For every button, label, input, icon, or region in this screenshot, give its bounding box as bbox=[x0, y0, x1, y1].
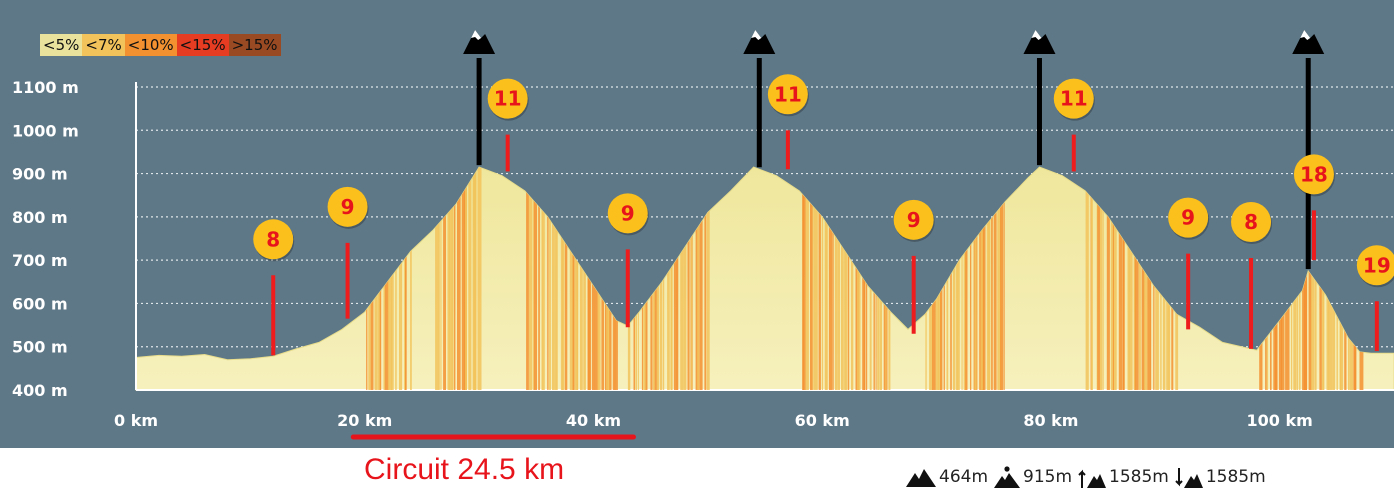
x-tick-labels bbox=[114, 411, 1313, 437]
gradient-stripe bbox=[826, 87, 828, 390]
y-tick-label: 500 m bbox=[12, 337, 68, 357]
gradient-stripe bbox=[864, 87, 865, 390]
gradient-stripe bbox=[957, 87, 959, 390]
gradient-stripe bbox=[962, 87, 963, 390]
gradient-stripe bbox=[1340, 87, 1341, 390]
gradient-stripe bbox=[677, 87, 679, 390]
gradient-stripe bbox=[940, 87, 942, 390]
summit-icon bbox=[743, 30, 775, 54]
gradient-stripe bbox=[1270, 87, 1272, 390]
gradient-stripe bbox=[988, 87, 990, 390]
gradient-stripe bbox=[628, 87, 630, 390]
gradient-stripe bbox=[454, 87, 455, 390]
gradient-stripe bbox=[1350, 87, 1353, 390]
gradient-stripe bbox=[634, 87, 636, 390]
gradient-stripe bbox=[1097, 87, 1100, 390]
gradient-stripe bbox=[947, 87, 949, 390]
gradient-stripe bbox=[1323, 87, 1325, 390]
gradient-stripe bbox=[829, 87, 832, 390]
gradient-stripe bbox=[870, 87, 872, 390]
gradient-stripe bbox=[547, 87, 548, 390]
gradient-stripe bbox=[399, 87, 401, 390]
x-tick-label: 80 km bbox=[1023, 411, 1079, 430]
y-tick-label: 800 m bbox=[12, 207, 68, 227]
gradient-stripe bbox=[1123, 87, 1125, 390]
gradient-stripe bbox=[810, 87, 813, 390]
gradient-stripe bbox=[577, 87, 579, 390]
y-tick-label: 1000 m bbox=[12, 121, 79, 141]
gradient-stripe bbox=[615, 87, 618, 390]
gradient-stripe bbox=[885, 87, 886, 390]
gradient-stripe bbox=[642, 87, 643, 390]
gradient-stripe bbox=[465, 87, 467, 390]
climb-marker-badge bbox=[1231, 202, 1272, 244]
gradient-stripe bbox=[1354, 87, 1356, 390]
stat-value-descent: 1585m bbox=[1205, 467, 1266, 487]
gradient-stripe bbox=[1150, 87, 1151, 390]
gradient-stripe bbox=[707, 87, 710, 390]
gradient-stripe bbox=[588, 87, 591, 390]
gradient-stripe bbox=[663, 87, 664, 390]
gradient-stripe bbox=[813, 87, 814, 390]
y-tick-label: 900 m bbox=[12, 164, 68, 184]
gradient-stripe bbox=[410, 87, 412, 390]
gradient-stripe bbox=[697, 87, 699, 390]
gradient-stripe bbox=[667, 87, 670, 390]
gradient-stripe bbox=[851, 87, 853, 390]
gradient-stripe bbox=[691, 87, 692, 390]
gradient-stripe bbox=[1144, 87, 1147, 390]
gradient-stripe bbox=[375, 87, 378, 390]
gradient-stripe bbox=[443, 87, 446, 390]
badge-label: 8 bbox=[266, 227, 281, 252]
gradient-stripe bbox=[598, 87, 601, 390]
summit-icon bbox=[1023, 30, 1055, 54]
summit-icon bbox=[1292, 30, 1324, 54]
gradient-stripe bbox=[395, 87, 397, 390]
gradient-stripe bbox=[1299, 87, 1300, 390]
gradient-stripe bbox=[657, 87, 660, 390]
gradient-stripe bbox=[1286, 87, 1290, 390]
gradient-stripe bbox=[814, 87, 818, 390]
gradient-stripe bbox=[1328, 87, 1332, 390]
legend-item-gt15: >15% bbox=[229, 34, 281, 56]
climb-marker-badge bbox=[1054, 79, 1095, 121]
gradient-stripe bbox=[534, 87, 537, 390]
badge-label: 11 bbox=[773, 82, 802, 107]
climb-marker-badge bbox=[488, 79, 529, 121]
badge-label: 11 bbox=[493, 86, 522, 111]
gradient-stripe bbox=[529, 87, 532, 390]
descent-icon bbox=[1175, 466, 1203, 488]
gradient-stripe bbox=[944, 87, 945, 390]
gradient-stripe bbox=[1160, 87, 1161, 390]
gradient-stripe bbox=[368, 87, 371, 390]
gradient-legend bbox=[40, 34, 281, 56]
gradient-stripe bbox=[874, 87, 875, 390]
climb-icon bbox=[1078, 466, 1106, 488]
gradient-stripe bbox=[841, 87, 844, 390]
gradient-stripe bbox=[592, 87, 595, 390]
badge-label: 8 bbox=[1244, 209, 1259, 234]
gradient-stripe bbox=[401, 87, 403, 390]
gradient-stripe bbox=[1285, 87, 1286, 390]
climb-marker-badge bbox=[1357, 245, 1394, 287]
gradient-stripe bbox=[452, 87, 454, 390]
legend-item-lt15: <15% bbox=[177, 34, 229, 56]
x-tick-label: 20 km bbox=[337, 411, 393, 430]
elevation-area bbox=[136, 167, 1394, 390]
gradient-stripe bbox=[552, 87, 554, 390]
gradient-stripe bbox=[680, 87, 683, 390]
gradient-stripe bbox=[805, 87, 809, 390]
summit-icon bbox=[994, 466, 1020, 488]
gradient-stripe bbox=[380, 87, 382, 390]
climb-marker-badge bbox=[768, 74, 809, 116]
gradient-stripe bbox=[650, 87, 652, 390]
route-stats bbox=[906, 466, 1272, 488]
y-tick-label: 400 m bbox=[12, 381, 68, 400]
gradient-stripe bbox=[549, 87, 551, 390]
gradient-stripe bbox=[526, 87, 529, 390]
mountains-icon bbox=[906, 467, 936, 487]
gradient-stripe bbox=[991, 87, 993, 390]
climb-marker-badge bbox=[608, 193, 649, 235]
stat-value-max-altitude: 915m bbox=[1023, 467, 1073, 487]
gradient-stripe bbox=[1275, 87, 1278, 390]
gradient-stripe bbox=[1297, 87, 1299, 390]
gradient-stripe bbox=[1139, 87, 1141, 390]
gradient-stripe bbox=[1281, 87, 1284, 390]
gradient-stripe bbox=[1337, 87, 1338, 390]
gradient-stripe bbox=[888, 87, 890, 390]
gradient-stripe bbox=[1119, 87, 1122, 390]
gradient-stripe bbox=[565, 87, 567, 390]
gradient-stripe bbox=[1103, 87, 1104, 390]
gradient-stripe bbox=[965, 87, 967, 390]
y-tick-label: 700 m bbox=[12, 251, 68, 271]
gradient-stripe bbox=[583, 87, 586, 390]
profile-layer bbox=[136, 82, 1394, 390]
gradient-stripe bbox=[1114, 87, 1117, 390]
gradient-stripe bbox=[542, 87, 545, 390]
gradient-stripe bbox=[1000, 87, 1003, 390]
gradient-stripe bbox=[601, 87, 604, 390]
gradient-stripe bbox=[580, 87, 583, 390]
gradient-stripe bbox=[1348, 87, 1350, 390]
gradient-stripe bbox=[391, 87, 394, 390]
gradient-stripe bbox=[1157, 87, 1159, 390]
gradient-stripe bbox=[468, 87, 471, 390]
gradient-stripe bbox=[1169, 87, 1171, 390]
circuit-label: Circuit 24.5 km bbox=[364, 453, 565, 486]
x-tick-label: 100 km bbox=[1246, 411, 1313, 430]
gradient-stripe bbox=[983, 87, 986, 390]
gradient-stripe bbox=[1091, 87, 1093, 390]
gradient-stripe bbox=[473, 87, 476, 390]
gradient-stripe bbox=[660, 87, 663, 390]
gradient-stripe bbox=[646, 87, 648, 390]
gradient-stripe bbox=[1319, 87, 1322, 390]
gradient-stripe bbox=[1135, 87, 1139, 390]
gradient-stripe bbox=[688, 87, 690, 390]
gradient-stripe bbox=[635, 87, 637, 390]
gradient-stripe bbox=[845, 87, 847, 390]
badge-label: 9 bbox=[906, 207, 921, 232]
gradient-stripe bbox=[866, 87, 867, 390]
y-tick-labels bbox=[12, 78, 79, 400]
gradient-stripe bbox=[848, 87, 849, 390]
gradient-stripe bbox=[880, 87, 883, 390]
summit-icon bbox=[463, 30, 495, 54]
gradient-stripe bbox=[1153, 87, 1154, 390]
gradient-stripe bbox=[822, 87, 823, 390]
gradient-stripe bbox=[1291, 87, 1292, 390]
stat-value-climb: 1585m bbox=[1109, 467, 1169, 487]
gradient-stripe bbox=[457, 87, 461, 390]
gradient-stripe bbox=[1086, 87, 1089, 390]
badge-label: 11 bbox=[1059, 86, 1088, 111]
gradient-stripe bbox=[950, 87, 952, 390]
gradient-stripe bbox=[1155, 87, 1157, 390]
gradient-stripe bbox=[877, 87, 879, 390]
badge-label: 9 bbox=[340, 194, 355, 219]
x-tick-label: 60 km bbox=[794, 411, 850, 430]
gradient-stripe bbox=[803, 87, 806, 390]
gradient-stripe bbox=[953, 87, 955, 390]
gradient-stripe bbox=[440, 87, 441, 390]
climb-marker-badge bbox=[328, 187, 369, 229]
badge-label: 19 bbox=[1362, 253, 1391, 278]
y-tick-label: 1100 m bbox=[12, 78, 79, 97]
legend-item-lt10: <10% bbox=[125, 34, 177, 56]
climb-marker-badge bbox=[1168, 198, 1209, 240]
gradient-stripe bbox=[1107, 87, 1110, 390]
badge-label: 18 bbox=[1300, 162, 1328, 187]
gradient-stripe bbox=[1100, 87, 1102, 390]
gradient-stripe bbox=[704, 87, 706, 390]
gradient-stripe bbox=[384, 87, 386, 390]
gradient-stripe bbox=[994, 87, 997, 390]
gradient-stripe bbox=[1113, 87, 1114, 390]
gradient-stripe bbox=[671, 87, 672, 390]
gradient-stripe bbox=[435, 87, 438, 390]
gradient-stripe bbox=[538, 87, 540, 390]
badge-label: 9 bbox=[1181, 205, 1196, 230]
gradient-stripe bbox=[857, 87, 861, 390]
gradient-stripe bbox=[557, 87, 558, 390]
gradient-stripe bbox=[562, 87, 564, 390]
legend-item-lt5: <5% bbox=[40, 34, 82, 56]
gradient-stripe bbox=[1293, 87, 1296, 390]
gradient-stripe bbox=[970, 87, 971, 390]
climb-marker-badge bbox=[894, 200, 935, 242]
gradient-stripe bbox=[638, 87, 639, 390]
gradient-stripe bbox=[932, 87, 936, 390]
gradient-stripe bbox=[1003, 87, 1004, 390]
gradient-stripe bbox=[573, 87, 575, 390]
gradient-stripe bbox=[405, 87, 407, 390]
climb-marker-badge bbox=[1294, 154, 1335, 196]
gradient-stripe bbox=[1129, 87, 1133, 390]
gradient-stripe bbox=[1360, 87, 1364, 390]
gradient-stripe bbox=[1267, 87, 1268, 390]
gradient-stripe bbox=[700, 87, 703, 390]
gradient-stripe bbox=[819, 87, 821, 390]
gradient-stripe bbox=[837, 87, 840, 390]
gradient-stripe bbox=[438, 87, 440, 390]
gradient-stripe bbox=[1332, 87, 1335, 390]
gradient-stripe bbox=[1163, 87, 1166, 390]
gradient-stripe bbox=[371, 87, 374, 390]
gradient-stripe bbox=[684, 87, 687, 390]
legend-item-lt7: <7% bbox=[82, 34, 124, 56]
y-tick-label: 600 m bbox=[12, 294, 68, 314]
x-tick-label: 0 km bbox=[113, 411, 159, 430]
gradient-stripe bbox=[876, 87, 877, 390]
badge-label: 9 bbox=[620, 201, 635, 226]
gradient-stripe bbox=[1344, 87, 1346, 390]
gradient-stripe bbox=[1175, 87, 1178, 390]
stat-value-ascent: 464m bbox=[939, 467, 989, 487]
gradient-stripe bbox=[833, 87, 834, 390]
gradient-stripe bbox=[1171, 87, 1173, 390]
gradient-stripe bbox=[609, 87, 611, 390]
climb-marker-badge bbox=[253, 219, 294, 261]
gradient-stripe bbox=[366, 87, 367, 390]
x-tick-label: 40 km bbox=[565, 411, 622, 430]
gradient-stripe bbox=[929, 87, 933, 390]
